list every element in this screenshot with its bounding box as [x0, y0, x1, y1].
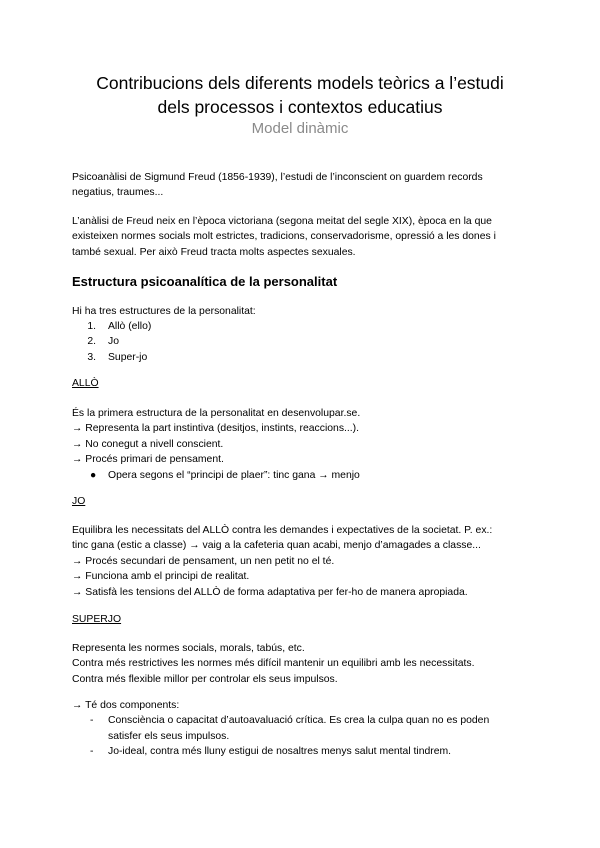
- structures-intro: [72, 304, 534, 319]
- list-item: [72, 744, 534, 759]
- paragraph-line: → Satisfà les tensions del ALLÒ de forma adaptativa per fer-ho de manera apropiada.: [72, 586, 468, 598]
- paragraph-line: tinc gana (estic a classe) → vaig a la cafeteria quan acabi, menjo d’amagades a classe...: [72, 540, 481, 552]
- paragraph-line: Representa les normes socials, morals, tabús, etc.: [72, 643, 305, 654]
- paragraph-line: L’anàlisi de Freud neix en l’època victoriana (segona meitat del segle XIX), època en la que: [72, 216, 492, 227]
- structures-list: [72, 319, 534, 367]
- dash-marker: -: [90, 746, 94, 758]
- superjo-label: SUPERJO: [72, 614, 122, 625]
- paragraph-line: Equilibra les necessitats del ALLÒ contra les demandes i expectatives de la societat. P. ex.:: [72, 525, 493, 536]
- list-number: 1.: [87, 321, 96, 332]
- allo-label: ALLÒ: [72, 378, 99, 389]
- bullet-item: [72, 468, 534, 483]
- list-item-text: Jo-ideal, contra més lluny estigui de nosaltres menys salut mental tindrem.: [108, 746, 452, 758]
- paragraph-line: Psicoanàlisi de Sigmund Freud (1856-1939), l’estudi de l’inconscient on guardem records: [72, 172, 483, 183]
- list-item-text: Consciència o capacitat d’autoavaluació crítica. Es crea la culpa quan no es poden: [108, 715, 490, 727]
- list-item: [72, 350, 534, 365]
- superjo-section: [72, 641, 534, 687]
- paragraph-line: Contra més restrictives les normes més difícil mantenir un equilibri amb les necessitats.: [72, 658, 475, 670]
- list-label: Allò (ello): [108, 321, 152, 332]
- paragraph-line: → Procés secundari de pensament, un nen petit no el té.: [72, 555, 335, 567]
- paragraph-line: negatius, traumes...: [72, 187, 164, 199]
- document-title: [40, 71, 560, 119]
- bullet-text: Opera segons el “principi de plaer”: tinc gana → menjo: [108, 469, 360, 481]
- list-item: [72, 713, 534, 744]
- section-heading: Estructura psicoanalítica de la personalitat: [72, 274, 338, 289]
- list-item: [72, 334, 534, 349]
- list-item-text: satisfer els seus impulsos.: [108, 730, 230, 742]
- superjo-components: [72, 698, 534, 760]
- jo-section: [72, 523, 534, 600]
- document-subtitle: Model dinàmic: [251, 120, 349, 137]
- list-label: Jo: [108, 336, 119, 348]
- paragraph-line: també sexual. Per això Freud tracta molts aspectes sexuales.: [72, 246, 356, 258]
- paragraph-line: → Té dos components:: [72, 700, 180, 711]
- intro-paragraph-2: [72, 214, 534, 260]
- paragraph-line: existeixen normes socials molt estrictes, tradicions, conservadorisme, opressió a les dones i: [72, 231, 496, 243]
- dash-marker: -: [90, 715, 94, 727]
- paragraph-line: → Representa la part instintiva (desitjos, instints, reaccions...).: [72, 423, 360, 435]
- list-number: 2.: [87, 336, 96, 348]
- title-line-2: dels processos i contextos educatius: [157, 97, 443, 117]
- intro-paragraph-1: [72, 170, 534, 201]
- allo-section: [72, 406, 534, 483]
- paragraph-line: → No conegut a nivell conscient.: [72, 438, 224, 450]
- paragraph-line: Hi ha tres estructures de la personalitat:: [72, 306, 256, 317]
- paragraph-line: → Procés primari de pensament.: [72, 454, 224, 466]
- bullet-dot-icon: ●: [90, 469, 97, 481]
- jo-label: JO: [72, 496, 86, 507]
- title-line-1: Contribucions dels diferents models teòrics a l’estudi: [96, 73, 504, 93]
- paragraph-line: → Funciona amb el principi de realitat.: [72, 571, 250, 583]
- list-number: 3.: [87, 351, 96, 363]
- paragraph-line: Contra més flexible millor per controlar els seus impulsos.: [72, 673, 338, 685]
- list-item: [72, 319, 534, 334]
- list-label: Super-jo: [108, 351, 148, 363]
- paragraph-line: És la primera estructura de la personalitat en desenvolupar.se.: [72, 408, 361, 419]
